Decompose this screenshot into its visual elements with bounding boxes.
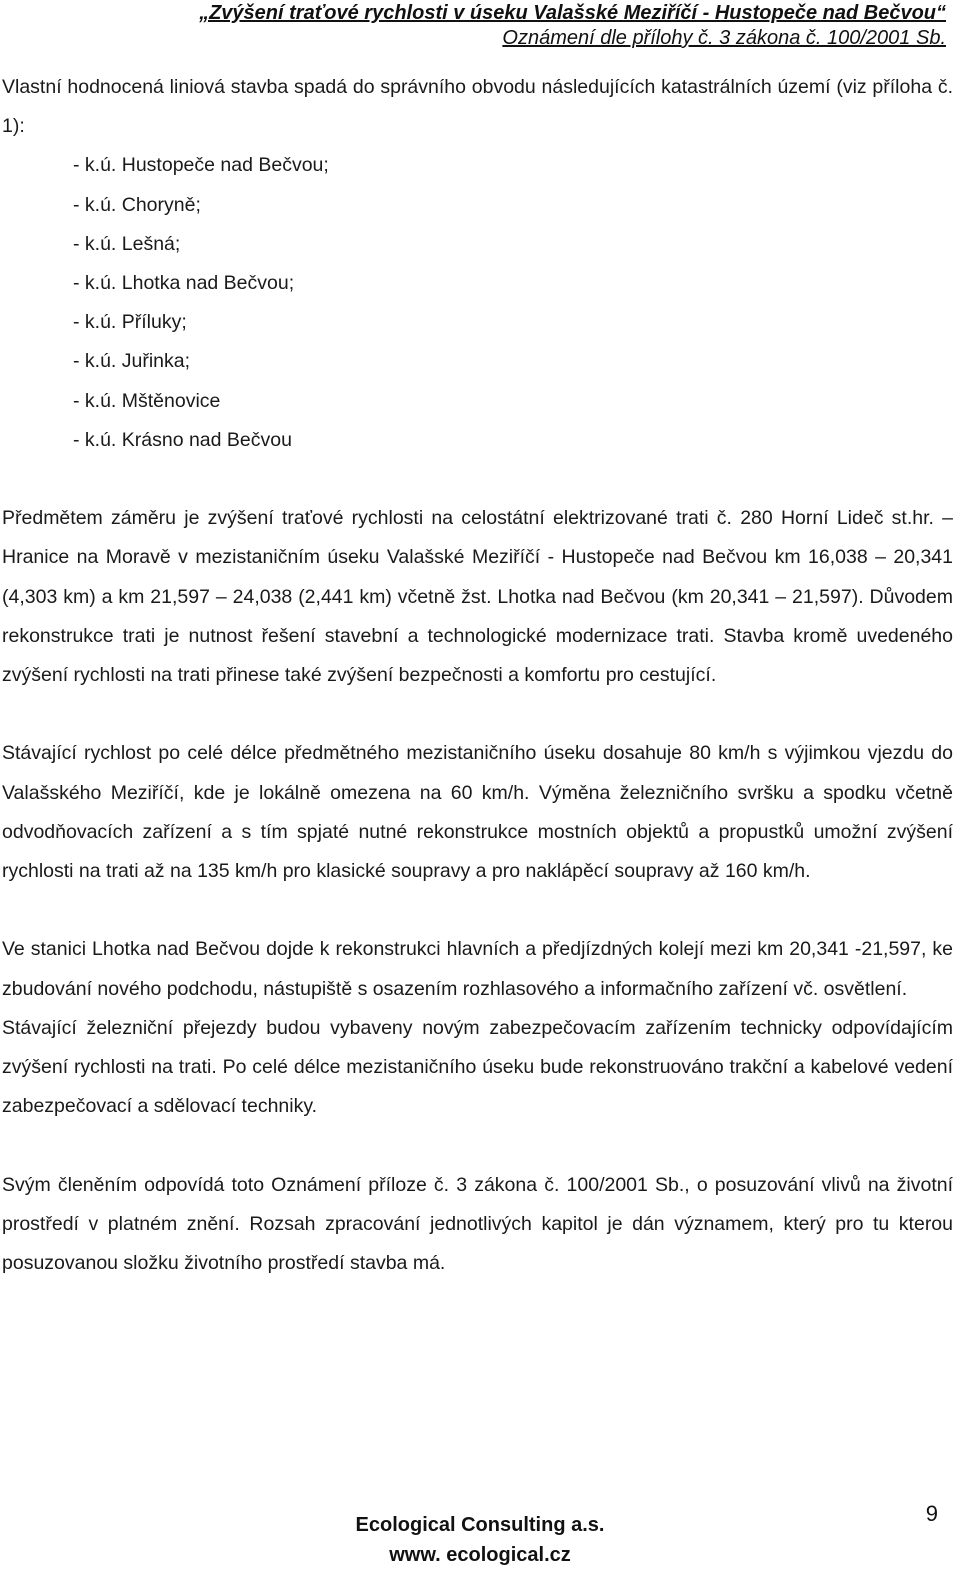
intro-paragraph: Vlastní hodnocená liniová stavba spadá do správního obvodu následujících katastrálních území (viz příloha č. 1): [2,76,953,138]
paragraph-purpose: Předmětem záměru je zvýšení traťové rychlosti na celostátní elektrizované trati č. 280 Horní Lideč st.hr. – Hranice na Moravě v mezistaničním úseku Valašské Meziříčí - Hustopeče nad Bečvou km 16,038 – 20,341 (4,303 km) a km 21,597 – 24,038 (2,441 km) včetně žst. Lhotka nad Bečvou (km 20,341 – 21,597). Důvodem rekonstrukce trati je nutnost řešení stavební a technologické modernizace trati. Stavba kromě uvedeného zvýšení rychlosti na trati přinese také zvýšení bezpečnosti a komfortu pro cestující. [2,507,953,687]
list-item: - k.ú. Krásno nad Bečvou [73,428,292,451]
page-number: 9 [925,1501,938,1526]
list-item: - k.ú. Lhotka nad Bečvou; [73,272,295,295]
document-subtitle: Oznámení dle přílohy č. 3 zákona č. 100/2001 Sb. [502,27,946,49]
list-item: - k.ú. Juřinka; [73,350,191,373]
footer-company: Ecological Consulting a.s. [355,1514,605,1536]
list-item: - k.ú. Choryně; [73,193,201,216]
paragraph-crossings: Stávající železniční přejezdy budou vybaveny novým zabezpečovacím zařízením technicky odpovídajícím zvýšení rychlosti na trati. Po celé délce mezistaničního úseku bude rekonstruováno trakční a kabelové vedení zabezpečovací a sdělovací techniky. [2,1016,953,1118]
paragraph-station: Ve stanici Lhotka nad Bečvou dojde k rekonstrukci hlavních a předjízdných kolejí mezi km 20,341 -21,597, ke zbudování nového podchodu, nástupiště s osazením rozhlasového a informačního zařízení vč. osvětlení. [2,938,953,1000]
spacer [2,695,953,734]
paragraph-structure: Svým členěním odpovídá toto Oznámení příloze č. 3 zákona č. 100/2001 Sb., o posuzování vlivů na životní prostředí v platném znění. Rozsah zpracování jednotlivých kapitol je dán významem, který pro tu kterou posuzovanou složku životního prostředí stavba má. [2,1173,953,1275]
list-item: - k.ú. Mštěnovice [73,389,221,412]
document-title: „Zvýšení traťové rychlosti v úseku Valašské Meziříčí - Hustopeče nad Bečvou“ [199,2,946,24]
spacer [2,1126,953,1165]
list-item: - k.ú. Lešná; [73,232,181,255]
list-item: - k.ú. Hustopeče nad Bečvou; [73,154,329,177]
list-item: - k.ú. Příluky; [73,311,187,334]
spacer [2,460,953,499]
spacer [2,891,953,930]
document-body [2,68,953,1283]
cadastral-list [2,146,953,460]
paragraph-speed: Stávající rychlost po celé délce předmětného mezistaničního úseku dosahuje 80 km/h s výjimkou vjezdu do Valašského Meziříčí, kde je lokálně omezena na 60 km/h. Výměna železničního svršku a spodku včetně odvodňovacích zařízení a s tím spjaté nutné rekonstrukce mostních objektů a propustků umožní zvýšení rychlosti na trati až na 135 km/h pro klasické soupravy a pro naklápěcí soupravy až 160 km/h. [2,742,953,883]
footer-website: www. ecological.cz [389,1544,571,1566]
